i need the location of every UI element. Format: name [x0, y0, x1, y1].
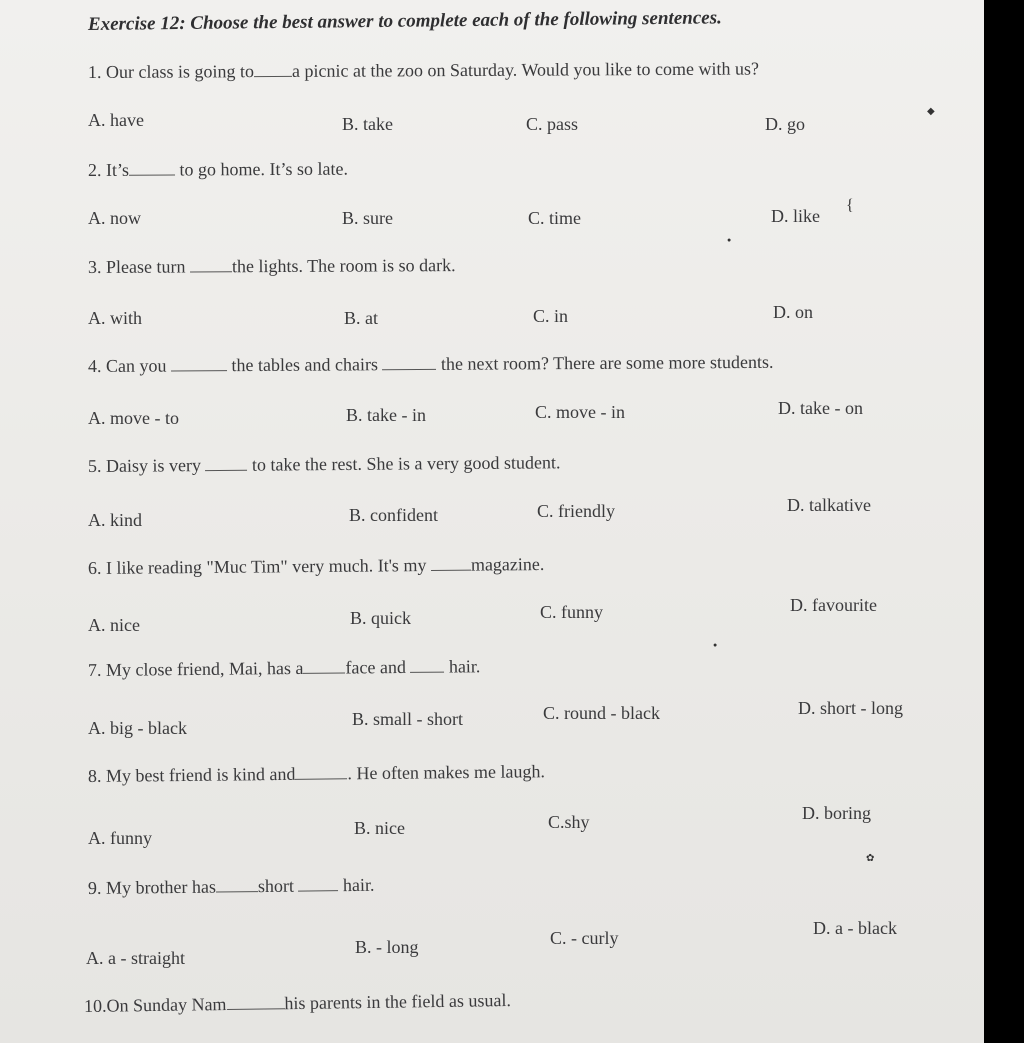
option-b: B. quick: [350, 608, 411, 628]
question-text: 9. My brother has: [87, 876, 217, 898]
option-d: D. a - black: [813, 918, 897, 938]
answer-blank: [382, 355, 436, 370]
question-text: the lights. The room is so dark.: [231, 255, 456, 277]
option-d: D. go: [765, 114, 805, 134]
answer-blank: [431, 556, 471, 571]
answer-blank: [171, 356, 227, 371]
option-a: A. a - straight: [86, 948, 185, 968]
option-b: B. at: [344, 308, 378, 328]
option-a: A. big - black: [88, 718, 187, 738]
answer-blank: [303, 659, 345, 674]
pen-dot-mark: ●: [713, 641, 718, 649]
question-8: [88, 761, 545, 787]
option-c: C. - curly: [550, 928, 619, 948]
question-text: 8. My best friend is kind and: [87, 763, 296, 786]
question-text: to go home. It’s so late.: [179, 158, 349, 180]
question-4: [88, 352, 774, 377]
question-text: 7. My close friend, Mai, has a: [87, 657, 304, 680]
question-9: [88, 875, 375, 899]
question-text: 6. I like reading "Muc Tim" very much. It's my: [87, 555, 427, 578]
question-5: [88, 452, 561, 477]
option-a: A. with: [88, 308, 142, 328]
option-a: A. nice: [88, 615, 140, 635]
option-b: B. sure: [342, 208, 393, 228]
option-c: C. round - black: [543, 703, 660, 723]
question-text: face and: [345, 656, 406, 678]
option-b: B. take - in: [346, 405, 426, 425]
question-1: [88, 58, 759, 83]
option-a: A. funny: [88, 828, 152, 848]
question-text: his parents in the field as usual.: [284, 990, 512, 1014]
pen-dot-mark: ◆: [927, 106, 935, 117]
question-text: . He often makes me laugh.: [347, 761, 545, 784]
question-text: hair.: [448, 656, 481, 677]
pen-scribble-mark: ✿: [866, 853, 875, 864]
option-d: D. short - long: [798, 698, 903, 718]
option-b: B. - long: [355, 937, 419, 957]
answer-blank: [295, 764, 347, 780]
answer-blank: [190, 257, 232, 272]
question-text: 1. Our class is going to: [87, 61, 255, 82]
question-text: 10.On Sunday Nam: [83, 994, 227, 1016]
option-c: C. friendly: [537, 501, 615, 521]
option-b: B. small - short: [352, 709, 463, 729]
question-text: 3. Please turn: [87, 256, 186, 277]
question-text: magazine.: [470, 554, 545, 575]
option-c: C.shy: [548, 812, 590, 832]
answer-blank: [298, 876, 338, 891]
question-text: 2. It’s: [87, 159, 130, 180]
question-3: [88, 255, 456, 278]
option-c: C. in: [533, 306, 569, 326]
question-text: 5. Daisy is very: [87, 455, 202, 476]
pen-stroke-mark: {: [846, 197, 854, 214]
option-b: B. nice: [354, 818, 405, 838]
option-c: C. funny: [540, 602, 603, 622]
question-text: short: [257, 875, 295, 897]
answer-blank: [410, 658, 444, 673]
option-a: A. now: [88, 208, 141, 228]
exercise-title: Exercise 12: Choose the best answer to complete each of the following sentences.: [87, 7, 722, 35]
answer-blank: [254, 62, 292, 77]
option-a: A. kind: [88, 510, 142, 530]
option-b: B. take: [342, 114, 393, 134]
question-text: a picnic at the zoo on Saturday. Would you like to come with us?: [291, 58, 759, 81]
option-a: A. have: [88, 110, 144, 130]
option-c: C. time: [528, 208, 581, 228]
option-d: D. on: [773, 302, 813, 322]
option-d: D. talkative: [787, 495, 871, 515]
question-text: to take the rest. She is a very good student.: [251, 452, 561, 475]
question-text: hair.: [342, 874, 375, 896]
pen-dot-mark: ●: [727, 236, 732, 244]
question-text: the next room? There are some more students.: [440, 351, 774, 374]
answer-blank: [226, 994, 284, 1010]
question-7: [88, 656, 481, 681]
answer-blank: [129, 161, 175, 176]
question-text: 4. Can you: [87, 355, 167, 376]
option-d: D. favourite: [790, 595, 877, 615]
option-d: D. take - on: [778, 398, 863, 418]
question-6: [88, 554, 545, 579]
question-text: the tables and chairs: [231, 354, 379, 376]
option-c: C. move - in: [535, 402, 625, 422]
answer-blank: [216, 877, 258, 892]
option-a: A. move - to: [88, 408, 179, 428]
option-d: D. boring: [802, 803, 871, 823]
question-2: [88, 159, 348, 181]
answer-blank: [205, 456, 247, 471]
question-10: [84, 990, 511, 1017]
option-c: C. pass: [526, 114, 579, 134]
option-d: D. like: [771, 206, 820, 226]
option-b: B. confident: [349, 505, 438, 525]
